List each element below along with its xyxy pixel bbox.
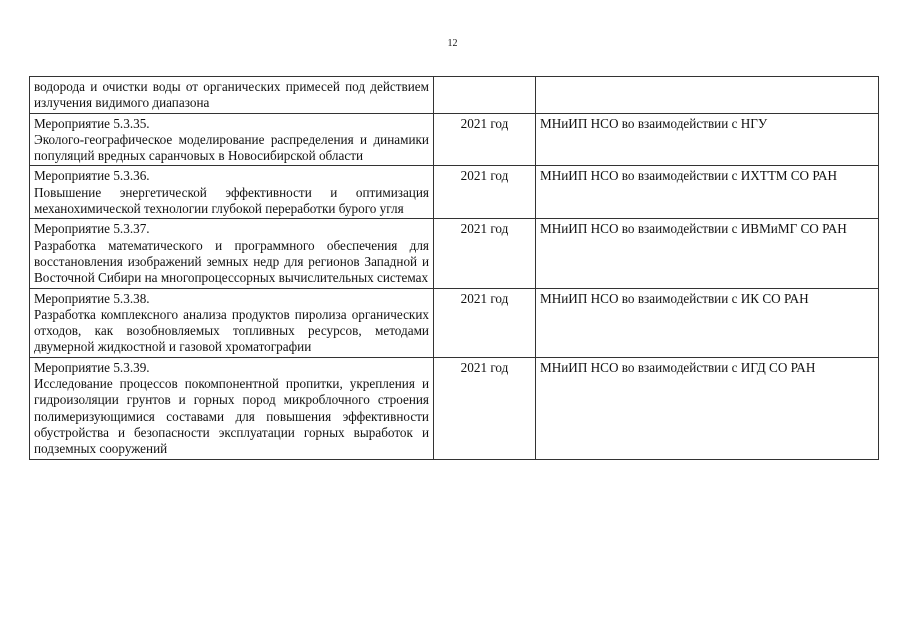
- event-cell: [30, 166, 434, 219]
- table-row: [30, 77, 879, 114]
- event-title: Мероприятие 5.3.37.: [34, 221, 150, 237]
- event-title: Мероприятие 5.3.39.: [34, 359, 150, 375]
- event-title: Мероприятие 5.3.35.: [34, 115, 150, 131]
- executor-cell: МНиИП НСО во взаимодействии с ИХТТМ СО РАН: [536, 166, 879, 219]
- executor-cell: [536, 77, 879, 114]
- year-cell: 2021 год: [434, 219, 536, 288]
- table-row: [30, 357, 879, 459]
- event-cell: [30, 77, 434, 114]
- table-row: [30, 219, 879, 288]
- year-cell: 2021 год: [434, 166, 536, 219]
- event-cell: [30, 288, 434, 357]
- year-cell: [434, 77, 536, 114]
- event-title: Мероприятие 5.3.36.: [34, 168, 150, 184]
- event-description: Разработка математического и программного обеспечения для восстановления изображений земных недр для регионов Западной и Восточной Сибири на многопроцессорных вычислительных системах: [34, 237, 429, 286]
- table-row: [30, 166, 879, 219]
- year-cell: 2021 год: [434, 113, 536, 166]
- page-number: 12: [447, 38, 458, 49]
- executor-cell: МНиИП НСО во взаимодействии с ИК СО РАН: [536, 288, 879, 357]
- event-cell: [30, 219, 434, 288]
- event-description: Повышение энергетической эффективности и оптимизация механохимической технологии глубокой переработки бурого угля: [34, 184, 429, 217]
- executor-cell: МНиИП НСО во взаимодействии с НГУ: [536, 113, 879, 166]
- event-title: Мероприятие 5.3.38.: [34, 290, 150, 306]
- event-cell: [30, 113, 434, 166]
- executor-cell: МНиИП НСО во взаимодействии с ИВМиМГ СО РАН: [536, 219, 879, 288]
- executor-cell: МНиИП НСО во взаимодействии с ИГД СО РАН: [536, 357, 879, 459]
- year-cell: 2021 год: [434, 357, 536, 459]
- event-description: Исследование процессов покомпонентной пропитки, укрепления и гидроизоляции грунтов и горных пород микроблочного строения полимеризующимися составами для повышения эффективности обустройства и безопасности эксплуатации горных выработок и подземных сооружений: [34, 376, 429, 457]
- table-row: [30, 288, 879, 357]
- event-description: водорода и очистки воды от органических примесей под действием излучения видимого диапазона: [34, 79, 429, 111]
- events-table: [29, 76, 879, 460]
- year-cell: 2021 год: [434, 288, 536, 357]
- event-cell: [30, 357, 434, 459]
- table-row: [30, 113, 879, 166]
- event-description: Эколого-географическое моделирование распределения и динамики популяций вредных саранчовых в Новосибирской области: [34, 131, 429, 164]
- event-description: Разработка комплексного анализа продуктов пиролиза органических отходов, как возобновляемых топливных ресурсов, методами двумерной жидкостной и газовой хроматографии: [34, 306, 429, 355]
